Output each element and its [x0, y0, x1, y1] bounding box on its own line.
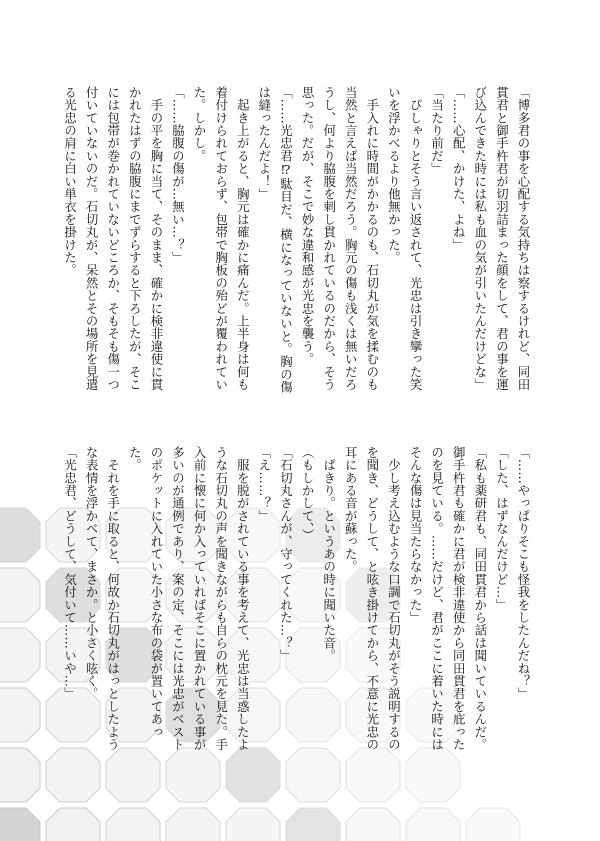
- text-column: 「した、はずなんだけど…」: [494, 446, 510, 612]
- text-column: 耳にある音が蘇った。: [343, 446, 359, 573]
- octagon-shape: [406, 808, 460, 841]
- text-column: 手の平を胸に当て、そのまま、確かに検非違使に貫: [148, 86, 164, 391]
- text-block-bottom: [14, 446, 534, 781]
- octagon-shape: [466, 808, 520, 841]
- text-column: 「石切丸さんが、守ってくれた…？」: [278, 446, 294, 662]
- octagon-shape: [106, 808, 160, 841]
- text-column: かれたはずの脇腹にまでずらすると下ろしたが、そこ: [127, 86, 143, 391]
- text-column: いを浮かべるより他無かった。: [386, 86, 402, 264]
- text-column: そんな傷は見当たらなかった」: [408, 446, 424, 624]
- text-column: は縫ったんだよ！」: [256, 86, 272, 201]
- text-column: のを見ている。……だけど、君がここに着いた時には: [429, 446, 445, 751]
- text-column: ぴしゃりとそう言い返されて、光忠は引き攣った笑: [408, 86, 424, 391]
- text-column: 「え……？」: [256, 446, 272, 523]
- text-column: 「博多君の事を心配する気持ちは察するけれど、同田: [516, 86, 531, 391]
- text-column: 少し考え込むような口調で石切丸がそう説明するの: [386, 446, 402, 751]
- text-column: のポケットに入れていた小さな布の袋が置いてあっ: [148, 446, 164, 739]
- text-column: 「……心配、かけた、よね」: [451, 86, 467, 252]
- text-column: 着付けられておらず、包帯で胸板の殆どが覆われてい: [213, 86, 229, 391]
- text-block-top: [14, 86, 534, 421]
- text-column: 付いていないのだ。石切丸が、呆然とその場所を見遣: [84, 86, 100, 391]
- text-column: 手入れに時間がかかるのも、石切丸が気を揉むのも: [364, 86, 380, 391]
- text-column: た。: [127, 446, 143, 472]
- text-column: る光忠の肩に白い単衣を掛けた。: [62, 86, 78, 277]
- text-column: 「光忠君、どうして、気付いて……いや…」: [62, 446, 78, 700]
- text-column: 「当たり前だ」: [429, 86, 445, 175]
- text-column: 起き上がると、胸元は確かに痛んだ。上半身は何も: [235, 86, 251, 391]
- text-column: うし、何より脇腹を刺し貫かれているのだから、そう: [321, 86, 337, 391]
- text-column: な表情を浮かべて、まさか。と小さく呟く。: [84, 446, 100, 700]
- text-column: 「……脇腹の傷が…無い…？」: [170, 86, 186, 264]
- text-column: 入前に懐に何か入っていればそこに置かれている事が: [192, 446, 208, 751]
- text-column: 「……やっぱりそこも怪我をしたんだね？」: [516, 446, 531, 700]
- text-column: を聞き、どうして、と呟き掛けてから、不意に光忠の: [364, 446, 380, 751]
- text-column: それを手に取ると、何故か石切丸がはっとしたよう: [105, 446, 121, 751]
- text-column: び込んできた時には私も血の気が引いたんだけどな」: [472, 86, 488, 391]
- text-column: 「私も薬研君も、同田貫君から話は聞いているんだ。: [472, 446, 488, 751]
- text-column: ぱきり。というあの時に聞いた音。: [321, 446, 337, 662]
- text-column: 御手杵君も確かに君が検非違使から同田貫君を庇った: [451, 446, 467, 751]
- text-column: （もしかして、）: [300, 446, 316, 542]
- octagon-shape: [46, 808, 100, 841]
- text-column: うな石切丸の声を聞きながらも自らの枕元を見た。手: [213, 446, 229, 751]
- octagon-shape: [0, 808, 40, 841]
- octagon-shape: [166, 808, 220, 841]
- text-column: 「……光忠君⁉駄目だ、横になっていないと。胸の傷: [278, 86, 294, 394]
- text-column: 多いのが通例であり、案の定、そこには光忠がベスト: [170, 446, 186, 751]
- text-column: 思った。だが、そこで妙な違和感が光忠を襲う。: [300, 86, 316, 366]
- octagon-shape: [226, 808, 280, 841]
- text-column: た。しかし。: [192, 86, 208, 163]
- text-column: 貫君と御手杵君が切羽詰まった顔をして、君の事を運: [494, 86, 510, 391]
- text-column: 服を脱がされている事を考えて、光忠は当惑したよ: [235, 446, 251, 751]
- text-column: には包帯が巻かれていないどころか、そもそも傷一つ: [105, 86, 121, 391]
- text-column: 当然と言えば当然だろう。胸元の傷も浅くは無いだろ: [343, 86, 359, 391]
- octagon-shape: [346, 808, 400, 841]
- octagon-shape: [286, 808, 340, 841]
